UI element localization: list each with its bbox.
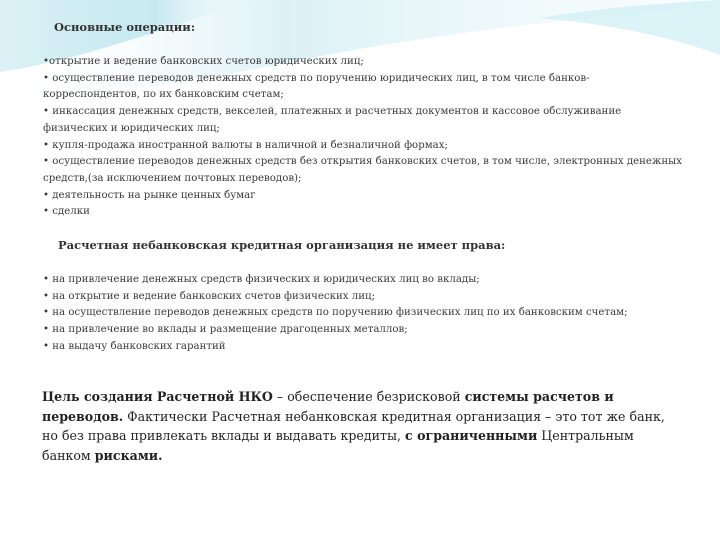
summary-paragraph (42, 387, 682, 465)
list-item: •открытие и ведение банковских счетов юридических лиц; (43, 56, 364, 67)
list-item: • осуществление переводов денежных средств по поручению юридических лиц, в том числе банков-корреспондентов, по их банковским счетам; (43, 72, 590, 101)
summary-text-2: Фактически Расчетная небанковская кредитная организация – это тот же банк, но без права привлекать вклады и выдавать кредиты, (42, 408, 665, 444)
summary-bold-4: рисками. (94, 447, 163, 463)
list-item: • на открытие и ведение банковских счетов физических лиц; (43, 290, 376, 302)
list-item: • инкассация денежных средств, векселей, платежных и расчетных документов и кассовое обслуживание физических и юридических лиц; (43, 106, 622, 134)
summary-bold-2: системы расчетов и переводов. (42, 389, 614, 424)
list-item: • сделки (43, 206, 90, 218)
operations-list (43, 54, 683, 221)
list-item: • на выдачу банковских гарантий (43, 340, 226, 352)
list-item: • купля-продажа иностранной валюты в наличной и безналичной формах; (43, 139, 448, 151)
summary-text-1: – обеспечение безрисковой (272, 389, 465, 404)
summary-bold-1: Цель создания Расчетной НКО (42, 389, 273, 404)
operations-heading: Основные операции: (54, 20, 196, 34)
list-item: • на привлечение во вклады и размещение драгоценных металлов; (43, 324, 408, 336)
summary-bold-3: с ограниченными (405, 428, 538, 444)
restrictions-heading: Расчетная небанковская кредитная организация не имеет права: (58, 238, 506, 252)
list-item: • на привлечение денежных средств физических и юридических лиц во вклады; (43, 274, 480, 285)
list-item: • осуществление переводов денежных средств без открытия банковских счетов, в том числе, электронных денежных средств,(за исключением почтовых переводов); (43, 156, 682, 184)
summary-text-3: Центральным банком (42, 428, 634, 463)
list-item: • деятельность на рынке ценных бумаг (43, 189, 256, 201)
restrictions-list (43, 272, 688, 356)
list-item: • на осуществление переводов денежных средств по поручению физических лиц по их банковским счетам; (43, 307, 628, 319)
